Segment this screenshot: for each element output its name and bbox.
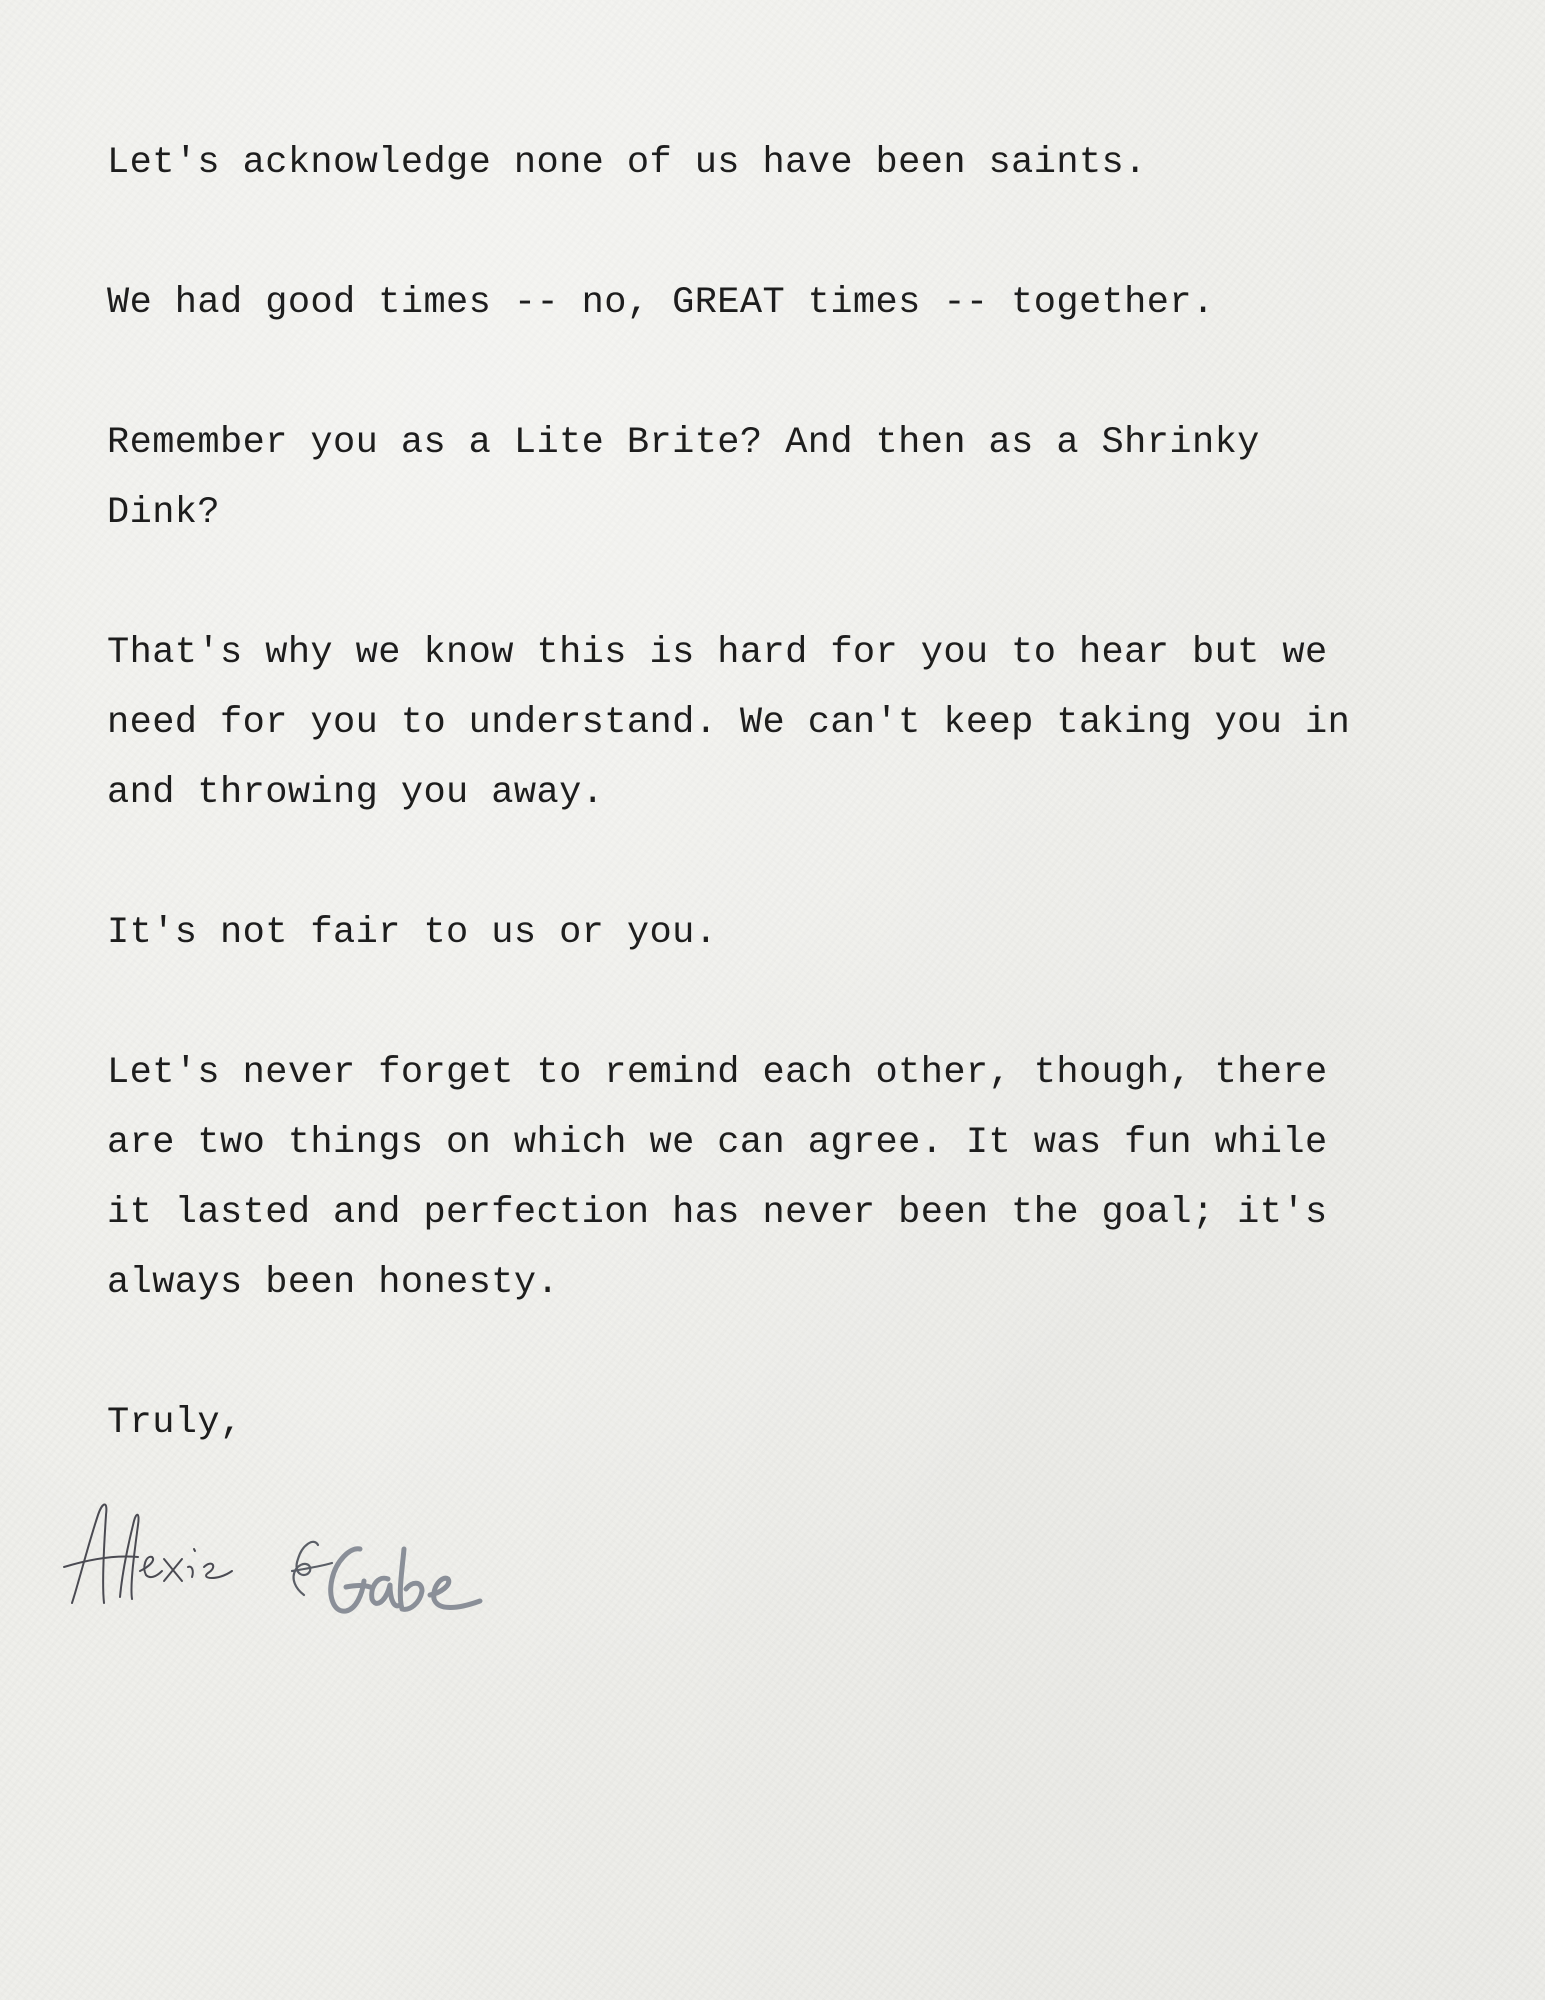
signature-ampersand	[292, 1542, 332, 1595]
paragraph-hard-to-hear: That's why we know this is hard for you to hear but we need for you to understand. We can't keep taking you in and throwing you away.	[107, 632, 1351, 814]
paragraph-saints: Let's acknowledge none of us have been saints.	[107, 142, 1147, 184]
signature-image	[60, 1475, 580, 1645]
signature-alexis	[64, 1504, 232, 1603]
closing-line: Truly,	[107, 1402, 243, 1444]
letter-body	[107, 128, 1397, 1458]
paragraph-lite-brite: Remember you as a Lite Brite? And then as a Shrinky Dink?	[107, 422, 1260, 534]
paragraph-good-times: We had good times -- no, GREAT times -- together.	[107, 282, 1215, 324]
signature-gabe	[331, 1549, 480, 1611]
paragraph-honesty: Let's never forget to remind each other, though, there are two things on which we can agree. It was fun while it lasted and perfection has never been the goal; it's always been honesty.	[107, 1052, 1328, 1304]
handwritten-signature	[60, 1475, 580, 1645]
paragraph-not-fair: It's not fair to us or you.	[107, 912, 718, 954]
